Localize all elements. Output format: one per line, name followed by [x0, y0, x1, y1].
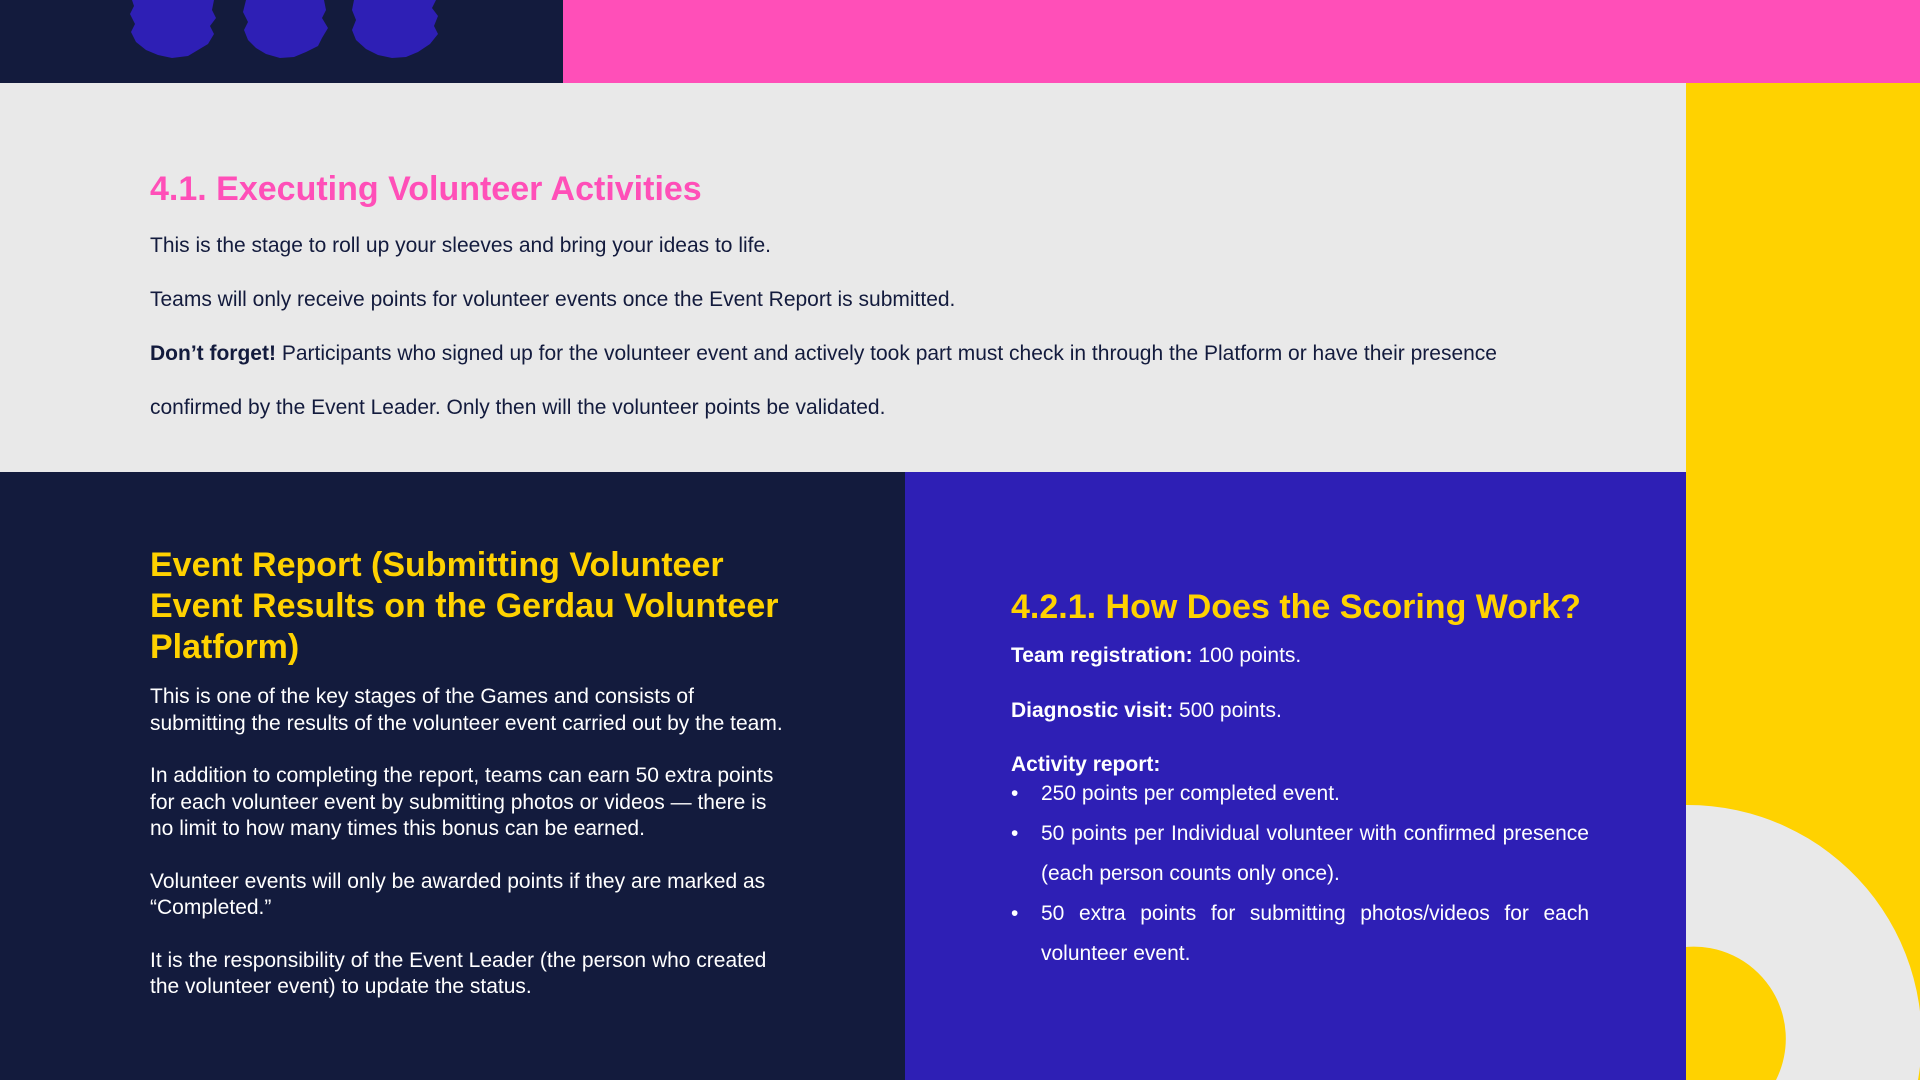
top-pink-bar: [563, 0, 1920, 83]
bullet-glyph: •: [1011, 822, 1019, 845]
activity-report-item: [1011, 814, 1589, 894]
decorative-blob-shape: [240, 0, 330, 60]
event-report-paragraph: This is one of the key stages of the Games and consists of submitting the results of the volunteer event carried out by the team.: [150, 685, 783, 735]
activity-report-list: [1011, 778, 1589, 974]
scoring-body: [1011, 642, 1589, 974]
scoring-title: 4.2.1. How Does the Scoring Work?: [1011, 588, 1581, 626]
decorative-blob-shape: [128, 0, 218, 60]
team-registration-line: [1011, 642, 1589, 669]
reminder-paragraph: [150, 342, 1497, 366]
diagnostic-visit-label: Diagnostic visit:: [1011, 699, 1174, 722]
event-report-paragraph: Volunteer events will only be awarded points if they are marked as “Completed.”: [150, 869, 766, 919]
event-report-paragraph: In addition to completing the report, teams can earn 50 extra points for each volunteer event by submitting photos or videos — there is no limit to how many times this bonus can be earned.: [150, 764, 774, 840]
intro-paragraph: This is the stage to roll up your sleeves and bring your ideas to life.: [150, 234, 771, 257]
bullet-glyph: •: [1011, 782, 1019, 805]
decorative-arc-shape: [1686, 795, 1920, 1080]
diagnostic-visit-line: [1011, 697, 1589, 724]
event-report-paragraph: It is the responsibility of the Event Leader (the person who created the volunteer event) to update the status.: [150, 948, 767, 998]
points-note-paragraph: Teams will only receive points for volunteer events once the Event Report is submitted.: [150, 288, 956, 311]
reminder-bold-label: Don’t forget!: [150, 342, 276, 365]
event-report-title: Event Report (Submitting Volunteer Event Results on the Gerdau Volunteer Platform): [150, 546, 779, 666]
reminder-text-line2: confirmed by the Event Leader. Only then will the volunteer points be validated.: [150, 396, 886, 419]
activity-report-item-text: 50 extra points for submitting photos/videos for each volunteer event.: [1041, 902, 1589, 965]
team-registration-value: 100 points.: [1192, 644, 1302, 667]
decorative-blob-shape: [350, 0, 440, 60]
bullet-glyph: •: [1011, 902, 1019, 925]
event-report-body: [150, 684, 790, 1027]
activity-report-item: [1011, 778, 1589, 810]
diagnostic-visit-value: 500 points.: [1173, 699, 1282, 722]
activity-report-item-text: 250 points per completed event.: [1041, 782, 1340, 805]
team-registration-label: Team registration:: [1011, 644, 1193, 667]
activity-report-label: Activity report:: [1011, 753, 1161, 776]
section-title: 4.1. Executing Volunteer Activities: [150, 170, 702, 208]
activity-report-item-text: 50 points per Individual volunteer with confirmed presence (each person counts only once).: [1041, 822, 1589, 885]
activity-report-item: [1011, 894, 1589, 974]
reminder-text-line1: Participants who signed up for the volunteer event and actively took part must check in through the Platform or have their presence: [275, 342, 1497, 365]
